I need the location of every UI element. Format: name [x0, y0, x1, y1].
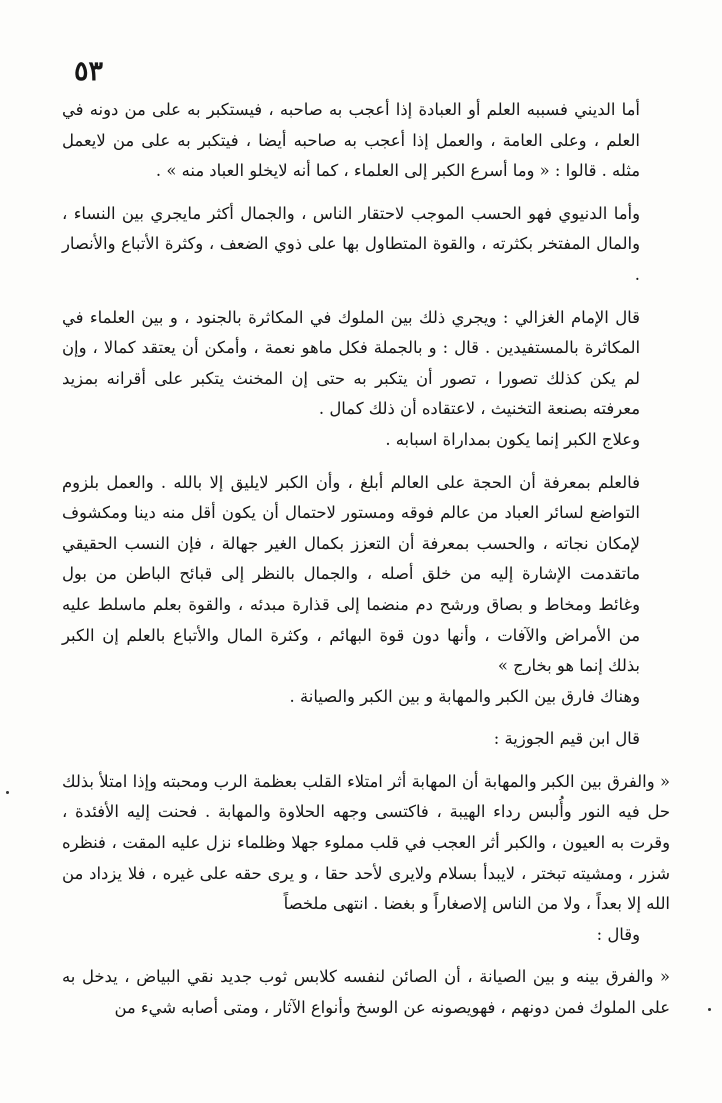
paragraph-awe-quote: « والفرق بين الكبر والمهابة أن المهابة أثر امتلاء القلب بعظمة الرب ومحبته وإذا امتلأ بذلك حل فيه النور وأُلبس رداء الهيبة ، فاكتسى وجهه الحلاوة والمهابة . فحنت إليه الأفئدة ، وقرت به العيون ، والكبر أثر العجب في قلب مملوء جهلا وظلماء نزل عليه المقت ، فنظره شزر ، ومشيته تبختر ، لايبدأ بسلام ولايرى لأحد حقا ، و يرى حقه على غيره ، فلا يزداد من الله إلا بعداً ، ولا من الناس إلاصغاراً و بغضا . انتهى ملخصاً	[62, 771, 670, 914]
paragraph-religious-pride: أما الديني فسببه العلم أو العبادة إذا أعجب به صاحبه ، فيستكبر به على من دونه في العلم ، وعلى العامة ، والعمل إذا أعجب به صاحبه أيضا ، فيتكبر به على من لايعمل مثله . قالوا : « وما أسرع الكبر إلى العلماء ، كما أنه لايخلو العباد منه » .	[62, 100, 640, 181]
paragraph-he-said: وقال :	[596, 924, 640, 944]
paragraph-preservation-quote: « والفرق بينه و بين الصيانة ، أن الصائن لنفسه كلابس ثوب جديد نقي البياض ، يدخل به على الملوك فمن دونهم ، فهويصونه عن الوسخ وأنواع الآثار ، ومتى أصابه شيء من	[62, 967, 670, 1018]
paragraph-difference-intro: وهناك فارق بين الكبر والمهابة و بين الكبر والصيانة .	[289, 686, 640, 706]
page-body	[62, 95, 670, 1024]
margin-mark	[708, 1008, 711, 1011]
paragraph-treatment-details: فالعلم بمعرفة أن الحجة على العالم أبلغ ، وأن الكبر لايليق إلا بالله . والعمل بلزوم التواضع لسائر العباد من عالم فوقه ومستور لاحتمال أن يكون أقل منه دينا ومكشوف لإمكان نجاته ، والحسب بمعرفة أن التعزز بكمال الغير جهالة ، فإن النسب الحقيقي ماتقدمت الإشارة إليه من خلق أصله ، والجمال بالنظر إلى قبائح الباطن من بول وغائط ومخاط و بصاق ورشح دم منضما إلى قذارة مبدئه ، والقوة بعلم ماسلط عليه من الأمراض والآفات ، وأنها دون قوة البهائم ، وكثرة المال والأتباع بالعلم إن الكبر بذلك إنما هو بخارج »	[62, 472, 640, 676]
paragraph-ibn-qayyim-heading: قال ابن قيم الجوزية :	[493, 729, 640, 749]
paragraph-treatment-intro: وعلاج الكبر إنما يكون بمداراة اسبابه .	[385, 429, 640, 449]
paragraph-ghazali-quote: قال الإمام الغزالي : ويجري ذلك بين الملوك في المكاثرة بالجنود ، و بين العلماء في المكاثرة بالمستفيدين . قال : و بالجملة فكل ماهو نعمة ، وأمكن أن يعتقد كمالا ، وإن لم يكن كذلك تصورا ، تصور أن يتكبر به حتى إن المخنث يتكبر على أقرانه بمزيد معرفته بصنعة التخنيث ، لاعتقاده أن ذلك كمال .	[62, 307, 640, 419]
page-number: ٥٣	[74, 56, 104, 87]
paragraph-worldly-pride: وأما الدنيوي فهو الحسب الموجب لاحتقار الناس ، والجمال أكثر مايجري بين النساء ، والمال المفتخر بكثرته ، والقوة المتطاول بها على ذوي الضعف ، وكثرة الأتباع والأنصار .	[62, 203, 640, 284]
margin-mark	[6, 791, 9, 794]
